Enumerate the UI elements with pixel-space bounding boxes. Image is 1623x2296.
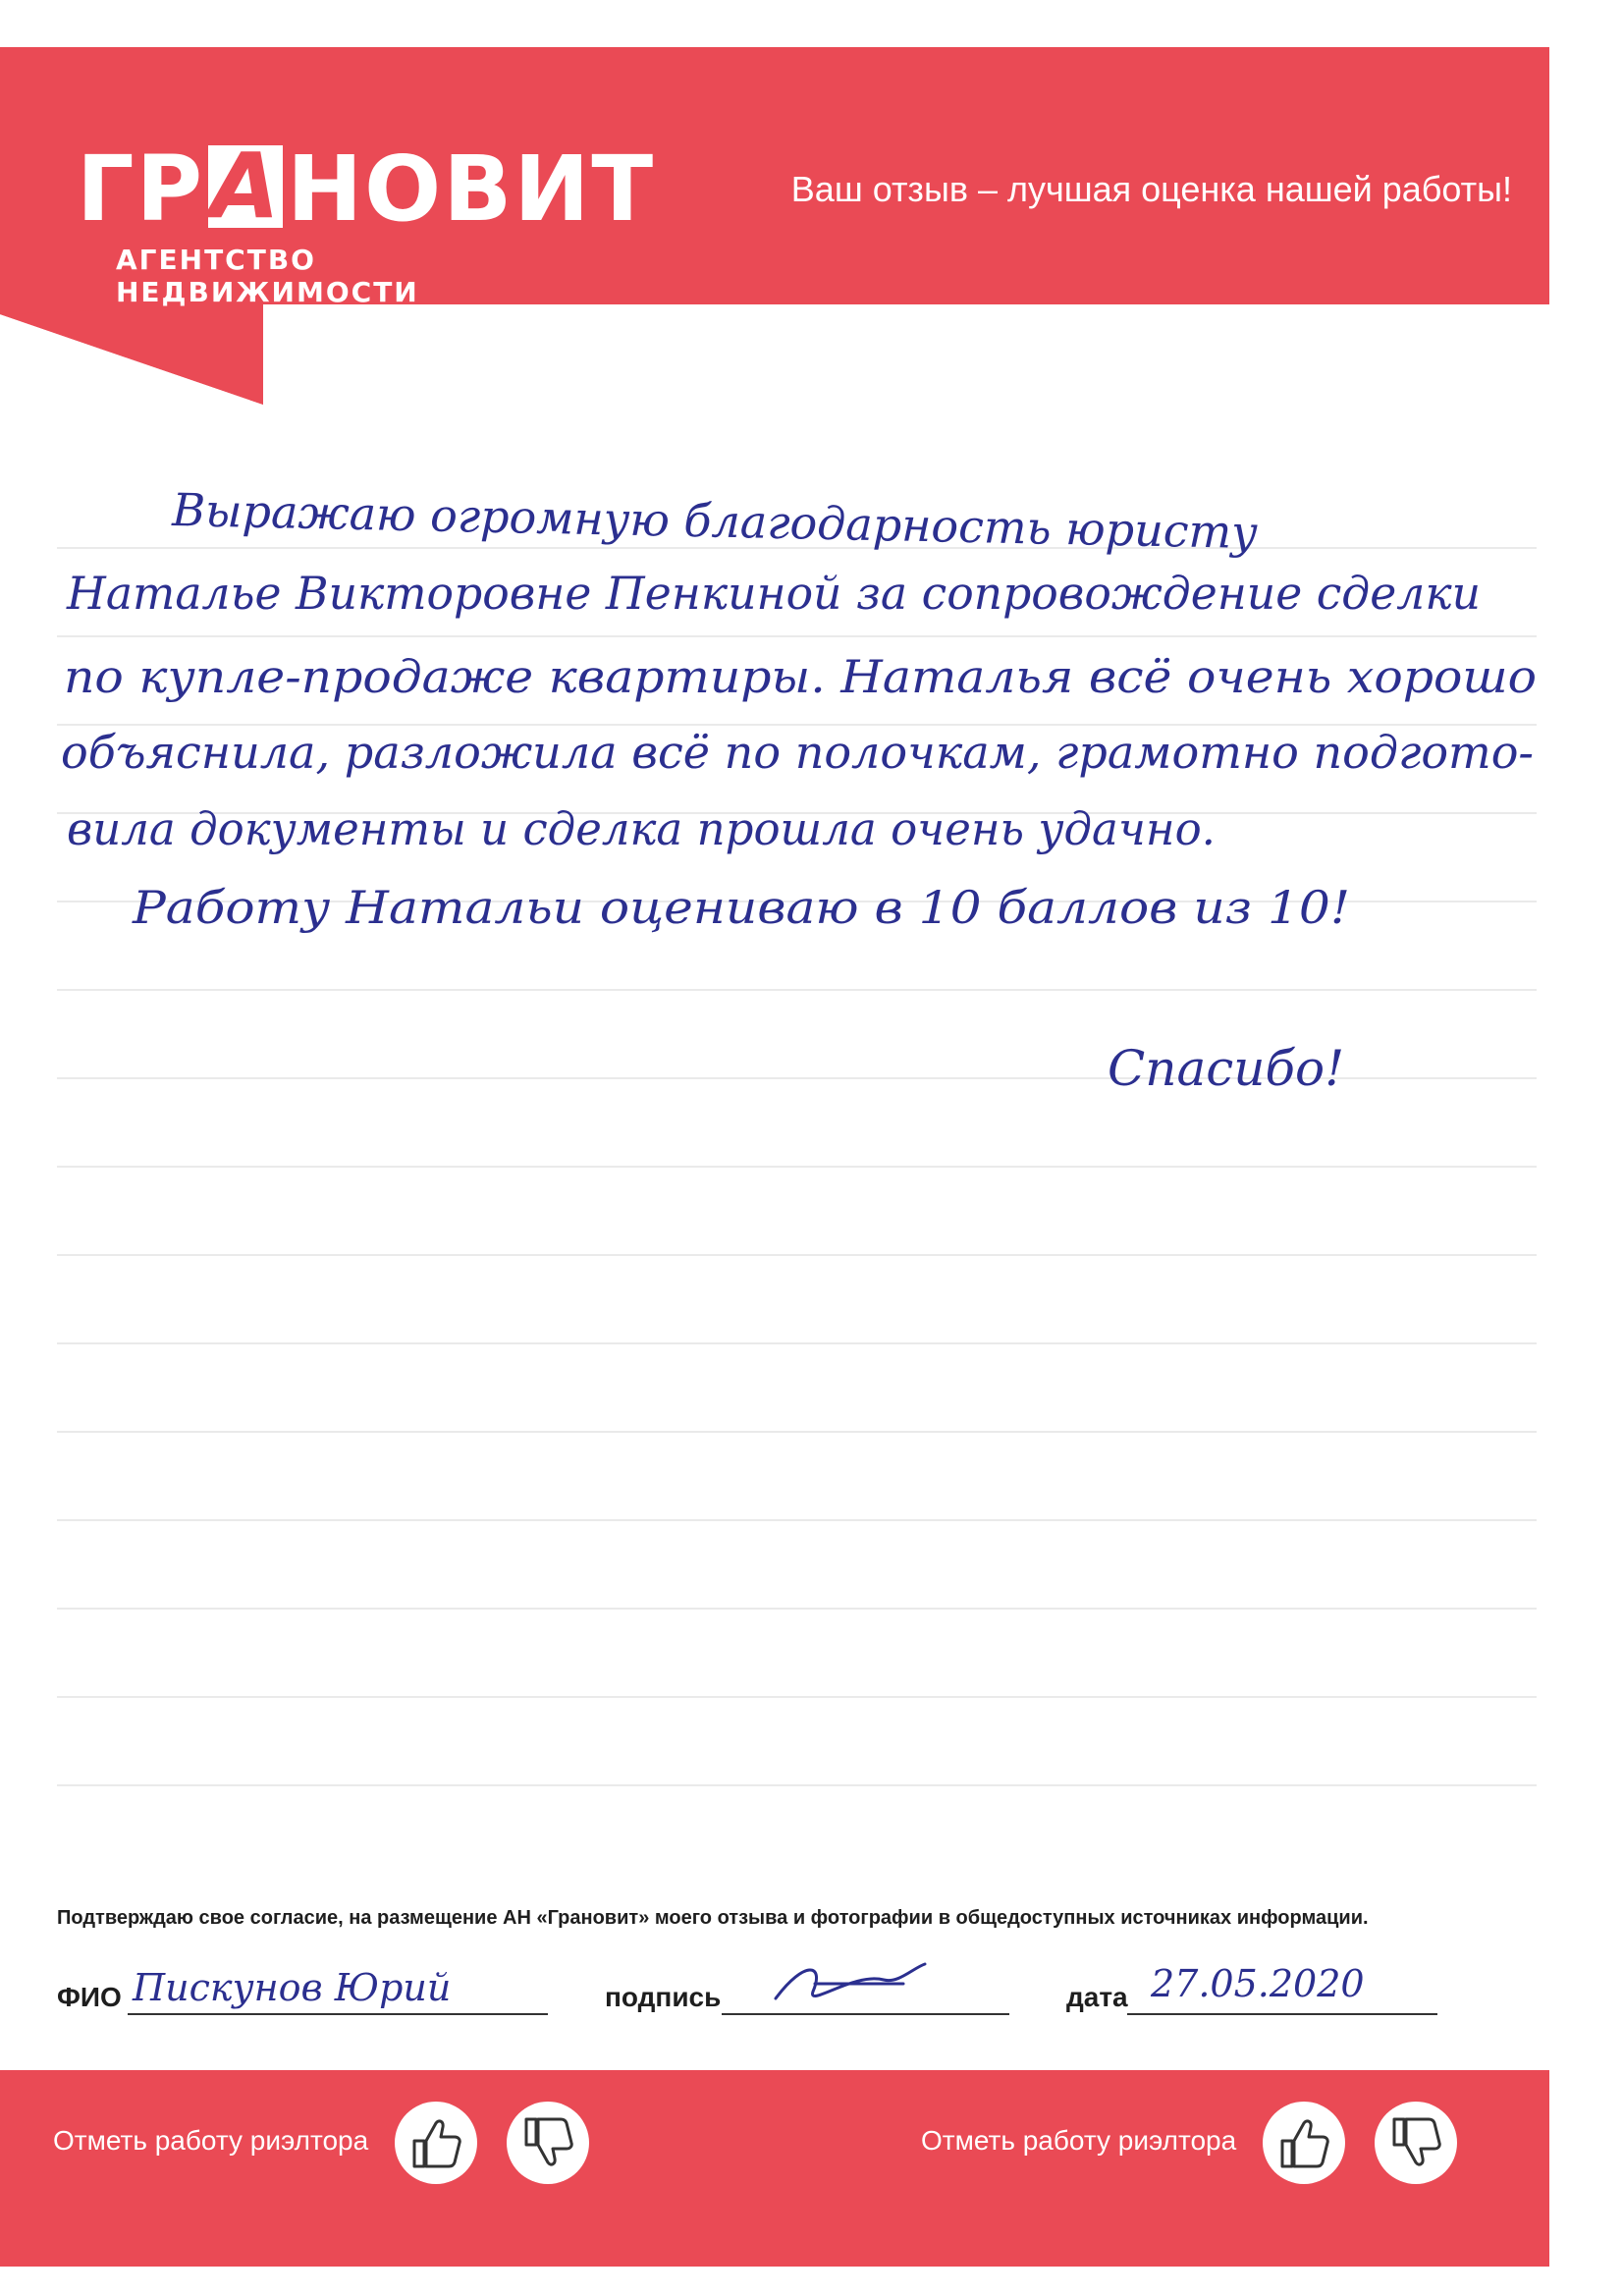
fio-field[interactable] xyxy=(128,2013,548,2015)
review-line-2: Наталье Викторовне Пенкиной за сопровождение сделки xyxy=(66,567,1481,620)
signature-mark xyxy=(766,1954,933,2013)
rate-realtor-label-right: Отметь работу риэлтора xyxy=(921,2125,1237,2156)
review-line-5: вила документы и сделка прошла очень удачно. xyxy=(67,802,1216,855)
review-line-1: Выражаю огромную благодарность юристу xyxy=(171,483,1259,560)
review-closing: Спасибо! xyxy=(1108,1040,1345,1097)
review-line-6: Работу Натальи оцениваю в 10 баллов из 10! xyxy=(131,881,1350,934)
thumbs-down-button-right[interactable] xyxy=(1375,2102,1457,2184)
fio-value: Пискунов Юрий xyxy=(133,1966,452,2009)
consent-text: Подтверждаю свое согласие, на размещение АН «Грановит» моего отзыва и фотографии в общедоступных источниках информации. xyxy=(57,1907,1369,1929)
date-field[interactable] xyxy=(1127,2013,1437,2015)
header-tagline: Ваш отзыв – лучшая оценка нашей работы! xyxy=(790,169,1512,209)
review-line-3: по купле-продаже квартиры. Наталья всё очень хорошо xyxy=(64,650,1537,703)
date-value: 27.05.2020 xyxy=(1151,1962,1365,2005)
thumbs-up-button-left[interactable] xyxy=(395,2102,477,2184)
signature-field[interactable] xyxy=(722,2013,1009,2015)
thumbs-up-icon xyxy=(1263,2102,1345,2184)
thumbs-up-button-right[interactable] xyxy=(1263,2102,1345,2184)
thumbs-down-button-left[interactable] xyxy=(507,2102,589,2184)
thumbs-down-icon xyxy=(1375,2102,1457,2184)
fio-label: ФИО xyxy=(57,1982,122,2012)
logo-suffix: НОВИТ xyxy=(287,137,656,242)
logo-subtitle: АГЕНТСТВО НЕДВИЖИМОСТИ xyxy=(116,244,419,308)
thumbs-down-icon xyxy=(507,2102,589,2184)
rate-realtor-label-left: Отметь работу риэлтора xyxy=(53,2125,369,2156)
review-line-4: объяснила, разложила всё по полочкам, грамотно подгото- xyxy=(61,726,1534,779)
logo-prefix: ГР xyxy=(77,137,205,242)
thumbs-up-icon xyxy=(395,2102,477,2184)
logo-letter-mark: А xyxy=(209,134,282,239)
date-label: дата xyxy=(1066,1982,1128,2012)
signature-label: подпись xyxy=(605,1982,722,2012)
